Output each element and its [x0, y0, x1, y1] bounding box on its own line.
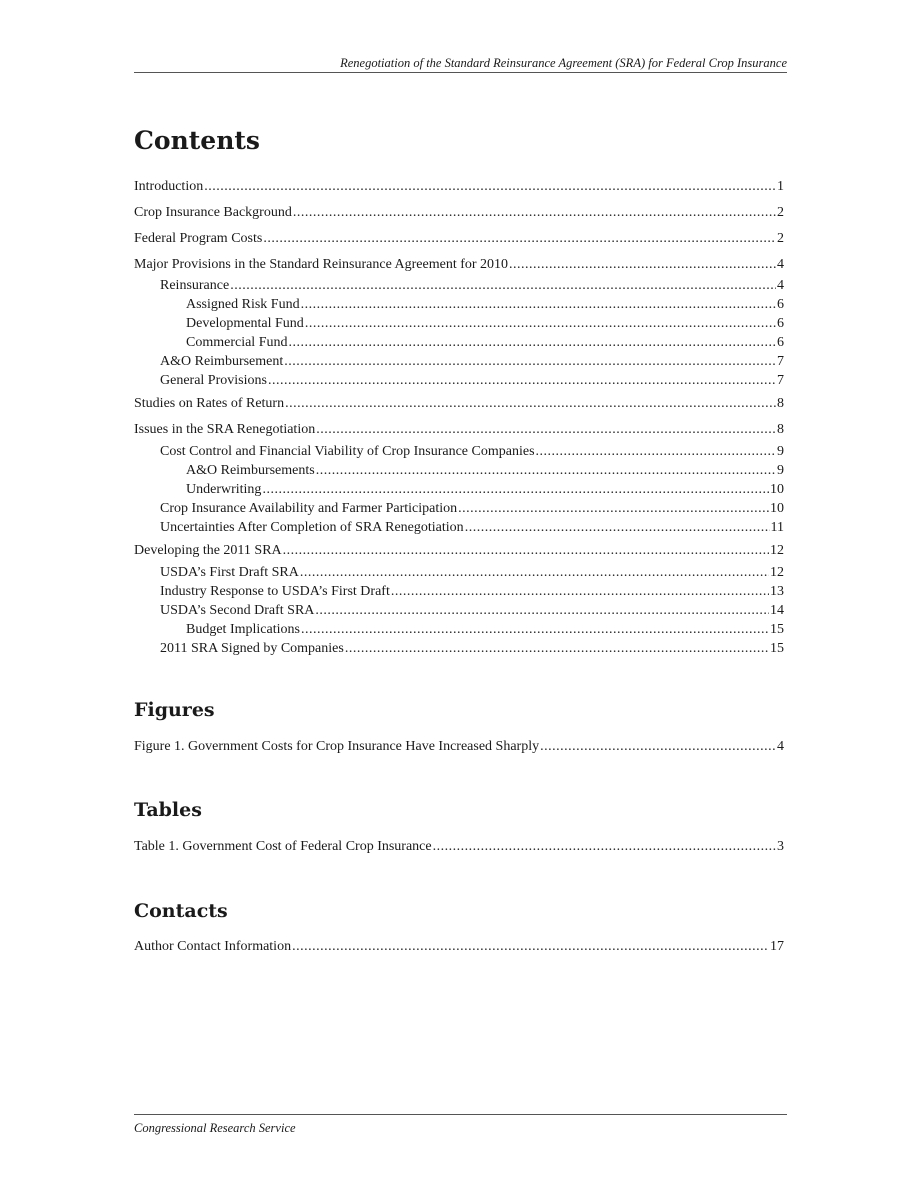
toc-entry-general-provisions[interactable]: General Provisions ..... 7: [160, 372, 784, 390]
toc-entry-figure-1[interactable]: Figure 1. Government Costs for Crop Insurance Have Increased Sharply ..... 4: [134, 738, 784, 756]
toc-entry-developing-2011-sra[interactable]: Developing the 2011 SRA ..... 12: [134, 542, 784, 560]
toc-entry-assigned-risk-fund[interactable]: Assigned Risk Fund ..... 6: [186, 296, 784, 314]
toc-entry-crop-insurance-availability[interactable]: Crop Insurance Availability and Farmer Participation ..... 10: [160, 500, 784, 518]
toc-entry-industry-response[interactable]: Industry Response to USDA’s First Draft ..... 13: [160, 583, 784, 601]
tables-heading: Tables: [134, 799, 202, 821]
toc-entry-commercial-fund[interactable]: Commercial Fund ..... 6: [186, 334, 784, 352]
toc-entry-federal-program-costs[interactable]: Federal Program Costs ..... 2: [134, 230, 784, 248]
toc-entry-usda-second-draft[interactable]: USDA’s Second Draft SRA ..... 14: [160, 602, 784, 620]
toc-entry-2011-sra-signed[interactable]: 2011 SRA Signed by Companies ..... 15: [160, 640, 784, 658]
toc-entry-ao-reimbursement[interactable]: A&O Reimbursement ..... 7: [160, 353, 784, 371]
contents-heading: Contents: [134, 126, 261, 155]
toc-entry-usda-first-draft[interactable]: USDA’s First Draft SRA ..... 12: [160, 564, 784, 582]
header-rule: [134, 72, 787, 73]
toc-entry-crop-insurance-background[interactable]: Crop Insurance Background ..... 2: [134, 204, 784, 222]
toc-entry-uncertainties[interactable]: Uncertainties After Completion of SRA Renegotiation ..... 11: [160, 519, 784, 537]
toc-entry-cost-control[interactable]: Cost Control and Financial Viability of Crop Insurance Companies ..... 9: [160, 443, 784, 461]
toc-entry-developmental-fund[interactable]: Developmental Fund ..... 6: [186, 315, 784, 333]
toc-entry-budget-implications[interactable]: Budget Implications ..... 15: [186, 621, 784, 639]
toc-entry-table-1[interactable]: Table 1. Government Cost of Federal Crop Insurance ..... 3: [134, 838, 784, 856]
figures-heading: Figures: [134, 699, 215, 721]
toc-entry-ao-reimbursements[interactable]: A&O Reimbursements ..... 9: [186, 462, 784, 480]
toc-entry-introduction[interactable]: Introduction ..... 1: [134, 178, 784, 196]
running-footer: Congressional Research Service: [134, 1121, 296, 1135]
footer-rule: [134, 1114, 787, 1115]
contacts-heading: Contacts: [134, 900, 228, 922]
running-header: Renegotiation of the Standard Reinsurance Agreement (SRA) for Federal Crop Insurance: [340, 56, 787, 70]
toc-entry-reinsurance[interactable]: Reinsurance ..... 4: [160, 277, 784, 295]
toc-entry-author-contact[interactable]: Author Contact Information ..... 17: [134, 938, 784, 956]
toc-entry-major-provisions[interactable]: Major Provisions in the Standard Reinsurance Agreement for 2010 ..... 4: [134, 256, 784, 274]
toc-entry-studies-rates-of-return[interactable]: Studies on Rates of Return ..... 8: [134, 395, 784, 413]
toc-entry-underwriting[interactable]: Underwriting ..... 10: [186, 481, 784, 499]
toc-entry-issues-sra-renegotiation[interactable]: Issues in the SRA Renegotiation ..... 8: [134, 421, 784, 439]
